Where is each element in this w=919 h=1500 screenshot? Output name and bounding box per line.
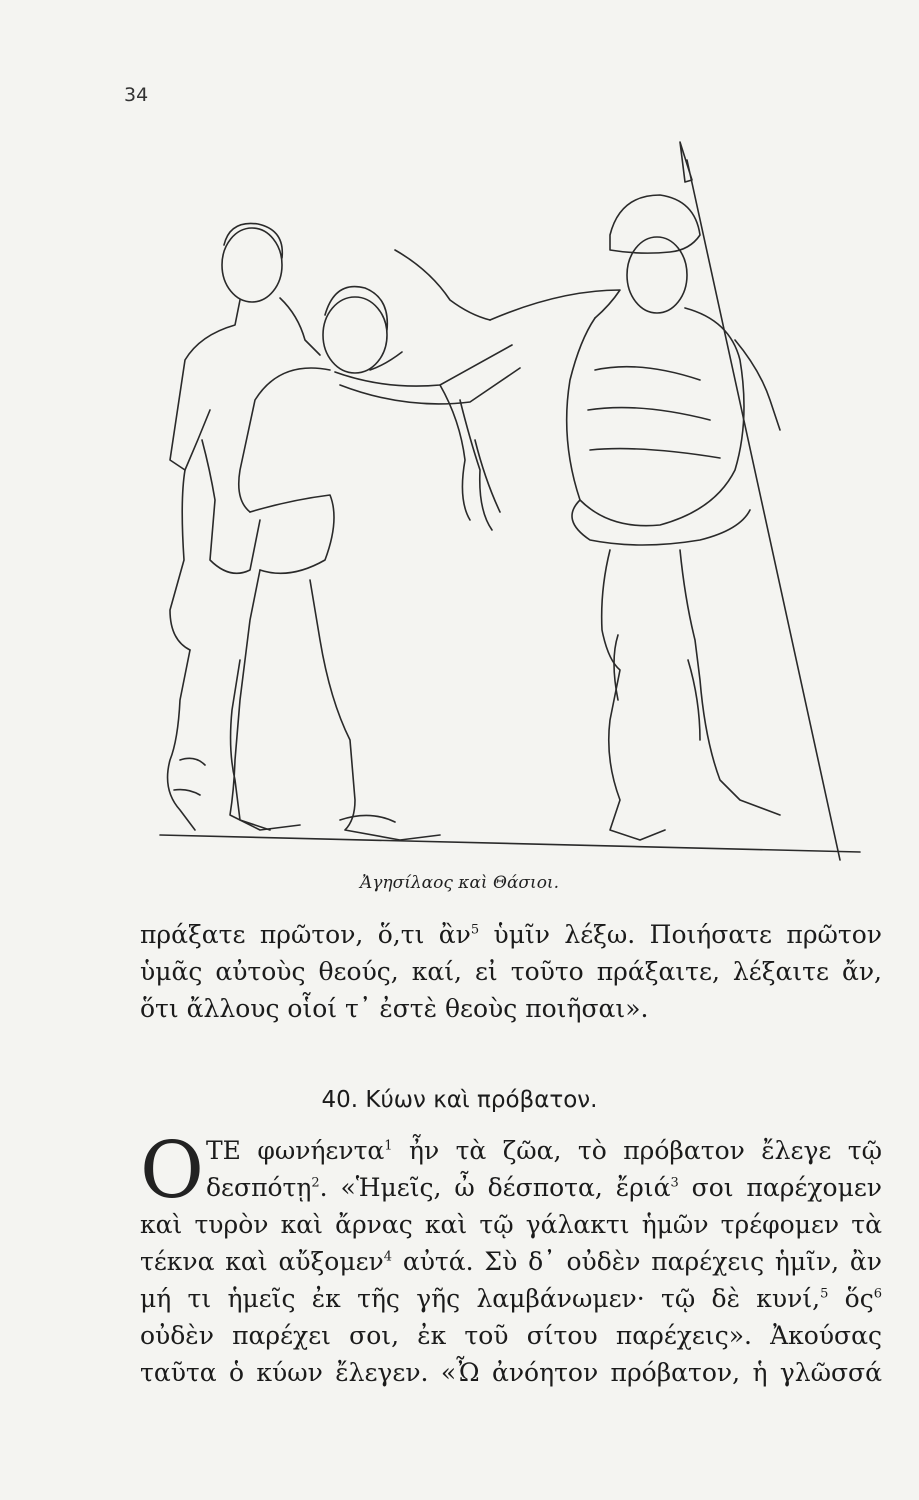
fable-paragraph xyxy=(140,1126,883,1391)
text-line: ταῦτα ὁ κύων ἔλεγεν. «Ὦ ἀνόητον πρόβατον, ἡ γλῶσσά xyxy=(140,1358,882,1387)
ground-line xyxy=(160,835,860,852)
illustration-caption: Ἀγησίλαος καὶ Θάσιοι. xyxy=(360,873,559,893)
text-line: τέκνα καὶ αὔξομεν$^4$ αὐτά. Σὺ δ᾽ οὐδὲν παρέχεις ἡμῖν, ἂν xyxy=(140,1247,882,1276)
text-line: πράξατε πρῶτον, ὅ,τι ἂν$^5$ ὑμῖν λέξω. Ποιήσατε πρῶτον xyxy=(140,920,882,949)
section-heading: 40. Κύων καὶ πρόβατον. xyxy=(321,1087,598,1113)
illustration xyxy=(140,140,880,870)
drop-cap: Ο xyxy=(140,1126,204,1216)
figure-warrior xyxy=(395,142,840,860)
text-line: οὐδὲν παρέχει σοι, ἐκ τοῦ σίτου παρέχεις». Ἀκούσας xyxy=(140,1321,882,1350)
text-line: ὅτι ἄλλους οἷοί τ᾽ ἐστὲ θεοὺς ποιῆσαι». xyxy=(140,994,649,1023)
spear xyxy=(680,142,840,860)
text-line: καὶ τυρὸν καὶ ἄρνας καὶ τῷ γάλακτι ἡμῶν τρέφομεν τὰ xyxy=(140,1210,882,1239)
page-number: 34 xyxy=(124,84,149,106)
figure-man-with-birds xyxy=(230,287,520,840)
text-line: ΤΕ φωνήεντα$^1$ ἦν τὰ ζῶα, τὸ πρόβατον ἔλεγε τῷ xyxy=(206,1136,882,1165)
figure-young-man xyxy=(168,223,320,830)
continued-paragraph xyxy=(140,916,882,1027)
text-line: μή τι ἡμεῖς ἐκ τῆς γῆς λαμβάνωμεν· τῷ δὲ κυνί,$^5$ ὅς$^6$ xyxy=(140,1284,883,1313)
text-line: ὑμᾶς αὐτοὺς θεούς, καί, εἰ τοῦτο πράξαιτε, λέξαιτε ἄν, xyxy=(140,957,882,986)
text-line: δεσπότῃ$^2$. «Ἡμεῖς, ὦ δέσποτα, ἔριά$^3$ σοι παρέχομεν xyxy=(206,1173,882,1202)
